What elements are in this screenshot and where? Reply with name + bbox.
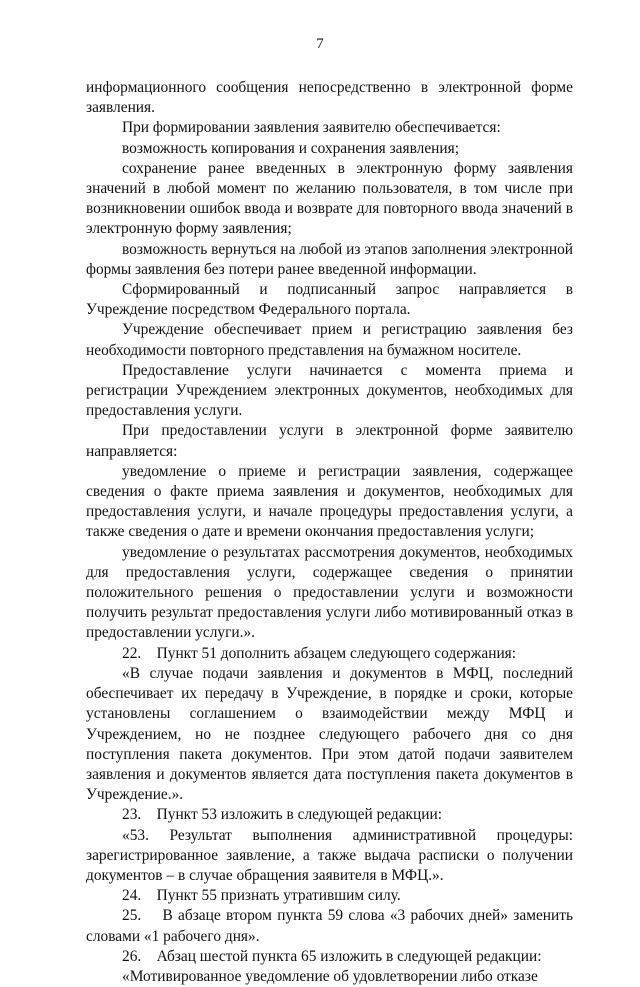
paragraph: уведомление о результатах рассмотрения документов, необходимых для предоставления услуги, содержащее сведения о принятии положительного решения о предоставлении услуги и возможности получить результат предоставления услуги либо мотивированный отказ в предоставлении услуги.». xyxy=(86,543,573,642)
document-body xyxy=(86,78,573,987)
paragraph: информационного сообщения непосредственно в электронной форме заявления. xyxy=(86,79,573,117)
page-number: 7 xyxy=(316,36,324,52)
paragraph: возможность вернуться на любой из этапов заполнения электронной формы заявления без потери ранее введенной информации. xyxy=(86,240,573,278)
paragraph: «В случае подачи заявления и документов в МФЦ, последний обеспечивает их передачу в Учреждение, в порядке и сроки, которые установлены соглашением о взаимодействии между МФЦ и Учреждением, но не позднее следующего рабочего дня со дня поступления пакета документов. При этом датой подачи заявителем заявления и документов является дата поступления пакета документов в Учреждение.». xyxy=(86,664,573,804)
paragraph: уведомление о приеме и регистрации заявления, содержащее сведения о факте приема заявления и документов, необходимых для предоставления услуги, и начале процедуры предоставления услуги, а также сведения о дате и времени окончания предоставления услуги; xyxy=(86,462,573,541)
numbered-paragraph: 23. Пункт 53 изложить в следующей редакции: xyxy=(122,806,443,824)
numbered-paragraph: 26. Абзац шестой пункта 65 изложить в следующей редакции: xyxy=(122,947,542,965)
paragraph: возможность копирования и сохранения заявления; xyxy=(122,139,459,157)
numbered-paragraph: 22. Пункт 51 дополнить абзацем следующего содержания: xyxy=(122,644,517,662)
numbered-paragraph: 25. В абзаце втором пункта 59 слова «3 рабочих дней» заменить словами «1 рабочего дня». xyxy=(86,907,573,945)
paragraph: Предоставление услуги начинается с момента приема и регистрации Учреждением электронных документов, необходимых для предоставления услуги. xyxy=(86,361,573,420)
paragraph: Учреждение обеспечивает прием и регистрацию заявления без необходимости повторного представления на бумажном носителе. xyxy=(86,321,573,359)
paragraph: При предоставлении услуги в электронной форме заявителю направляется: xyxy=(86,422,573,460)
paragraph: При формировании заявления заявителю обеспечивается: xyxy=(122,119,501,137)
paragraph: Сформированный и подписанный запрос направляется в Учреждение посредством Федерального портала. xyxy=(86,281,573,319)
paragraph: «Мотивированное уведомление об удовлетворении либо отказе xyxy=(122,967,538,985)
numbered-paragraph: 24. Пункт 55 признать утратившим силу. xyxy=(122,887,401,905)
paragraph: сохранение ранее введенных в электронную форму заявления значений в любой момент по желанию пользователя, в том числе при возникновении ошибок ввода и возврате для повторного ввода значений в электронную форму заявления; xyxy=(86,159,573,238)
paragraph: «53. Результат выполнения административной процедуры: зарегистрированное заявление, а также выдача расписки о получении документов – в случае обращения заявителя в МФЦ.». xyxy=(86,826,573,884)
